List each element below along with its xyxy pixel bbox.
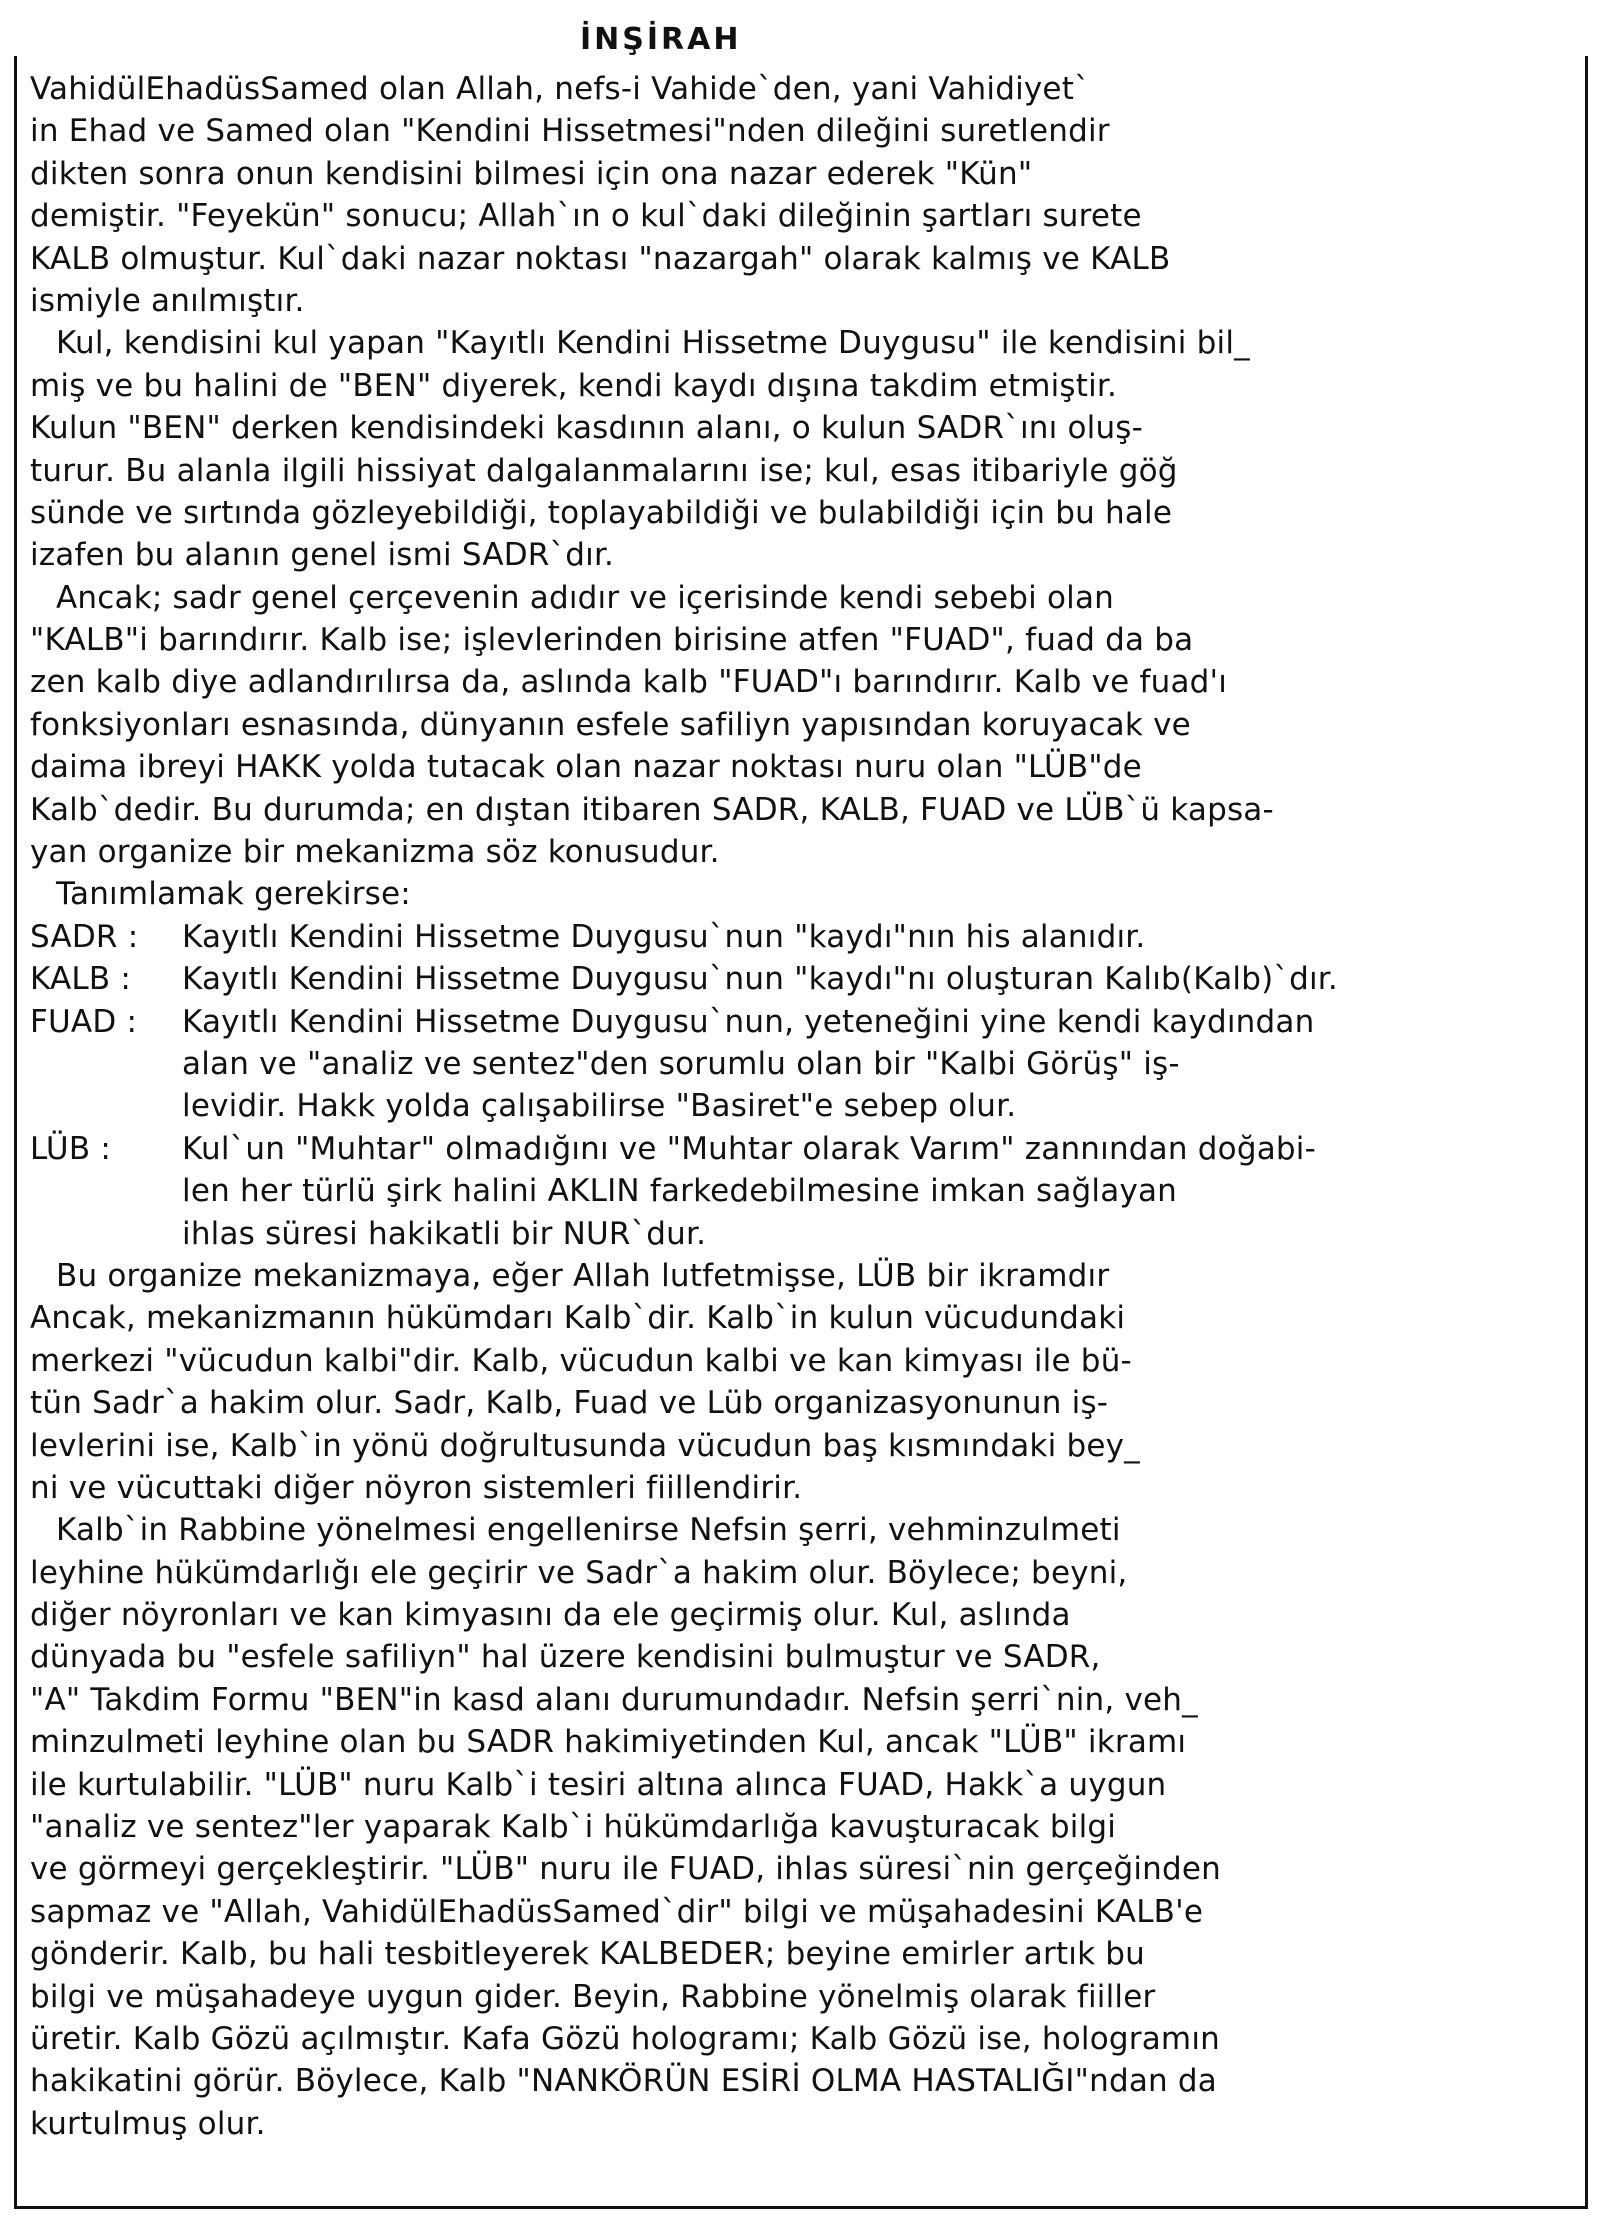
text-line: VahidülEhadüsSamed olan Allah, nefs-i Vahide`den, yani Vahidiyet` — [30, 71, 1090, 107]
definition-text: Kul`un "Muhtar" olmadığını ve "Muhtar olarak Varım" zannından doğabi- — [182, 1130, 1316, 1167]
text-line: zen kalb diye adlandırılırsa da, aslında kalb "FUAD"ı barındırır. Kalb ve fuad'ı — [30, 664, 1228, 701]
text-line: ve görmeyi gerçekleştirir. "LÜB" nuru ile FUAD, ihlas süresi`nin gerçeğinden — [30, 1851, 1222, 1888]
text-line: gönderir. Kalb, bu hali tesbitleyerek KALBEDER; beyine emirler artık bu — [30, 1936, 1146, 1973]
text-line: Tanımlamak gerekirse: — [56, 876, 411, 913]
definition-row — [30, 958, 1570, 1000]
page-title: İNŞİRAH — [580, 22, 742, 57]
text-line: Kalb`dedir. Bu durumda; en dıştan itibaren SADR, KALB, FUAD ve LÜB`ü kapsa- — [30, 791, 1274, 828]
text-line: diğer nöyronları ve kan kimyasını da ele geçirmiş olur. Kul, aslında — [30, 1597, 1071, 1634]
text-line: dünyada bu "esfele safiliyn" hal üzere kendisini bulmuştur ve SADR, — [30, 1639, 1101, 1676]
text-line: Kul, kendisini kul yapan "Kayıtlı Kendini Hissetme Duygusu" ile kendisini bil_ — [56, 325, 1250, 362]
text-line: miş ve bu halini de "BEN" diyerek, kendi kaydı dışına takdim etmiştir. — [30, 367, 1118, 404]
text-line: bilgi ve müşahadeye uygun gider. Beyin, Rabbine yönelmiş olarak fiiller — [30, 1978, 1156, 2015]
text-line: yan organize bir mekanizma söz konusudur. — [30, 834, 720, 871]
text-line: leyhine hükümdarlığı ele geçirir ve Sadr`a hakim olur. Böylece; beyni, — [30, 1554, 1128, 1591]
definition-row: levidir. Hakk yolda çalışabilirse "Basiret"e sebep olur. — [182, 1088, 1017, 1125]
definition-row — [30, 916, 1570, 958]
text-line: "KALB"i barındırır. Kalb ise; işlevlerinden birisine atfen "FUAD", fuad da ba — [30, 622, 1194, 659]
text-line: sapmaz ve "Allah, VahidülEhadüsSamed`dir" bilgi ve müşahadesini KALB'e — [30, 1893, 1204, 1930]
text-line: minzulmeti leyhine olan bu SADR hakimiyetinden Kul, ancak "LÜB" ikramı — [30, 1724, 1187, 1761]
definition-term: KALB : — [30, 961, 132, 998]
text-line: demiştir. "Feyekün" sonucu; Allah`ın o kul`daki dileğinin şartları surete — [30, 198, 1142, 235]
definition-row: len her türlü şirk halini AKLIN farkedebilmesine imkan sağlayan — [182, 1173, 1178, 1210]
text-line: in Ehad ve Samed olan "Kendini Hissetmesi"nden dileğini suretlendir — [30, 113, 1110, 150]
definition-text: Kayıtlı Kendini Hissetme Duygusu`nun "kaydı"nın his alanıdır. — [182, 918, 1146, 955]
text-line: izafen bu alanın genel ismi SADR`dır. — [30, 537, 615, 574]
definition-row — [30, 1001, 1570, 1043]
text-line: daima ibreyi HAKK yolda tutacak olan nazar noktası nuru olan "LÜB"de — [30, 749, 1142, 786]
text-line: fonksiyonları esnasında, dünyanın esfele safiliyn yapısından koruyacak ve — [30, 706, 1191, 743]
text-line: kurtulmuş olur. — [30, 2105, 266, 2142]
definition-term: LÜB : — [30, 1130, 111, 1167]
text-line: Ancak; sadr genel çerçevenin adıdır ve içerisinde kendi sebebi olan — [56, 579, 1114, 616]
text-line: Kalb`in Rabbine yönelmesi engellenirse Nefsin şerri, vehminzulmeti — [56, 1512, 1121, 1549]
text-line: sünde ve sırtında gözleyebildiği, toplayabildiği ve bulabildiği için bu hale — [30, 494, 1173, 531]
text-line: dikten sonra onun kendisini bilmesi için ona nazar ederek "Kün" — [30, 155, 1033, 192]
text-line: "A" Takdim Formu "BEN"in kasd alanı durumundadır. Nefsin şerri`nin, veh_ — [30, 1681, 1198, 1718]
text-line: "analiz ve sentez"ler yaparak Kalb`i hükümdarlığa kavuşturacak bilgi — [30, 1809, 1117, 1846]
text-line: ni ve vücuttaki diğer nöyron sistemleri fiillendirir. — [30, 1469, 803, 1506]
text-line: tün Sadr`a hakim olur. Sadr, Kalb, Fuad ve Lüb organizasyonunun iş- — [30, 1385, 1109, 1422]
text-line: Kulun "BEN" derken kendisindeki kasdının alanı, o kulun SADR`ını oluş- — [30, 410, 1144, 447]
text-line: KALB olmuştur. Kul`daki nazar noktası "nazargah" olarak kalmış ve KALB — [30, 240, 1171, 277]
definition-row — [30, 1128, 1570, 1170]
text-line: merkezi "vücudun kalbi"dir. Kalb, vücudun kalbi ve kan kimyası ile bü- — [30, 1342, 1132, 1379]
text-body — [30, 68, 1570, 2145]
text-line: Ancak, mekanizmanın hükümdarı Kalb`dir. Kalb`in kulun vücudundaki — [30, 1300, 1126, 1337]
text-line: ismiyle anılmıştır. — [30, 282, 305, 319]
definition-row: ihlas süresi hakikatli bir NUR`dur. — [182, 1215, 707, 1252]
text-line: turur. Bu alanla ilgili hissiyat dalgalanmalarını ise; kul, esas itibariyle göğ — [30, 452, 1178, 489]
text-line: hakikatini görür. Böylece, Kalb "NANKÖRÜN ESİRİ OLMA HASTALIĞI"ndan da — [30, 2063, 1217, 2100]
definition-text: Kayıtlı Kendini Hissetme Duygusu`nun, yeteneğini yine kendi kaydından — [182, 1003, 1315, 1040]
text-line: ile kurtulabilir. "LÜB" nuru Kalb`i tesiri altına alınca FUAD, Hakk`a uygun — [30, 1766, 1167, 1803]
definition-term: FUAD : — [30, 1003, 138, 1040]
text-line: Bu organize mekanizmaya, eğer Allah lutfetmişse, LÜB bir ikramdır — [56, 1257, 1110, 1294]
definition-term: SADR : — [30, 918, 139, 955]
definition-text: Kayıtlı Kendini Hissetme Duygusu`nun "kaydı"nı oluşturan Kalıb(Kalb)`dır. — [182, 961, 1338, 998]
definition-row: alan ve "analiz ve sentez"den sorumlu olan bir "Kalbi Görüş" iş- — [182, 1045, 1180, 1082]
text-line: levlerini ise, Kalb`in yönü doğrultusunda vücudun baş kısmındaki bey_ — [30, 1427, 1140, 1464]
text-line: üretir. Kalb Gözü açılmıştır. Kafa Gözü hologramı; Kalb Gözü ise, hologramın — [30, 2020, 1220, 2057]
